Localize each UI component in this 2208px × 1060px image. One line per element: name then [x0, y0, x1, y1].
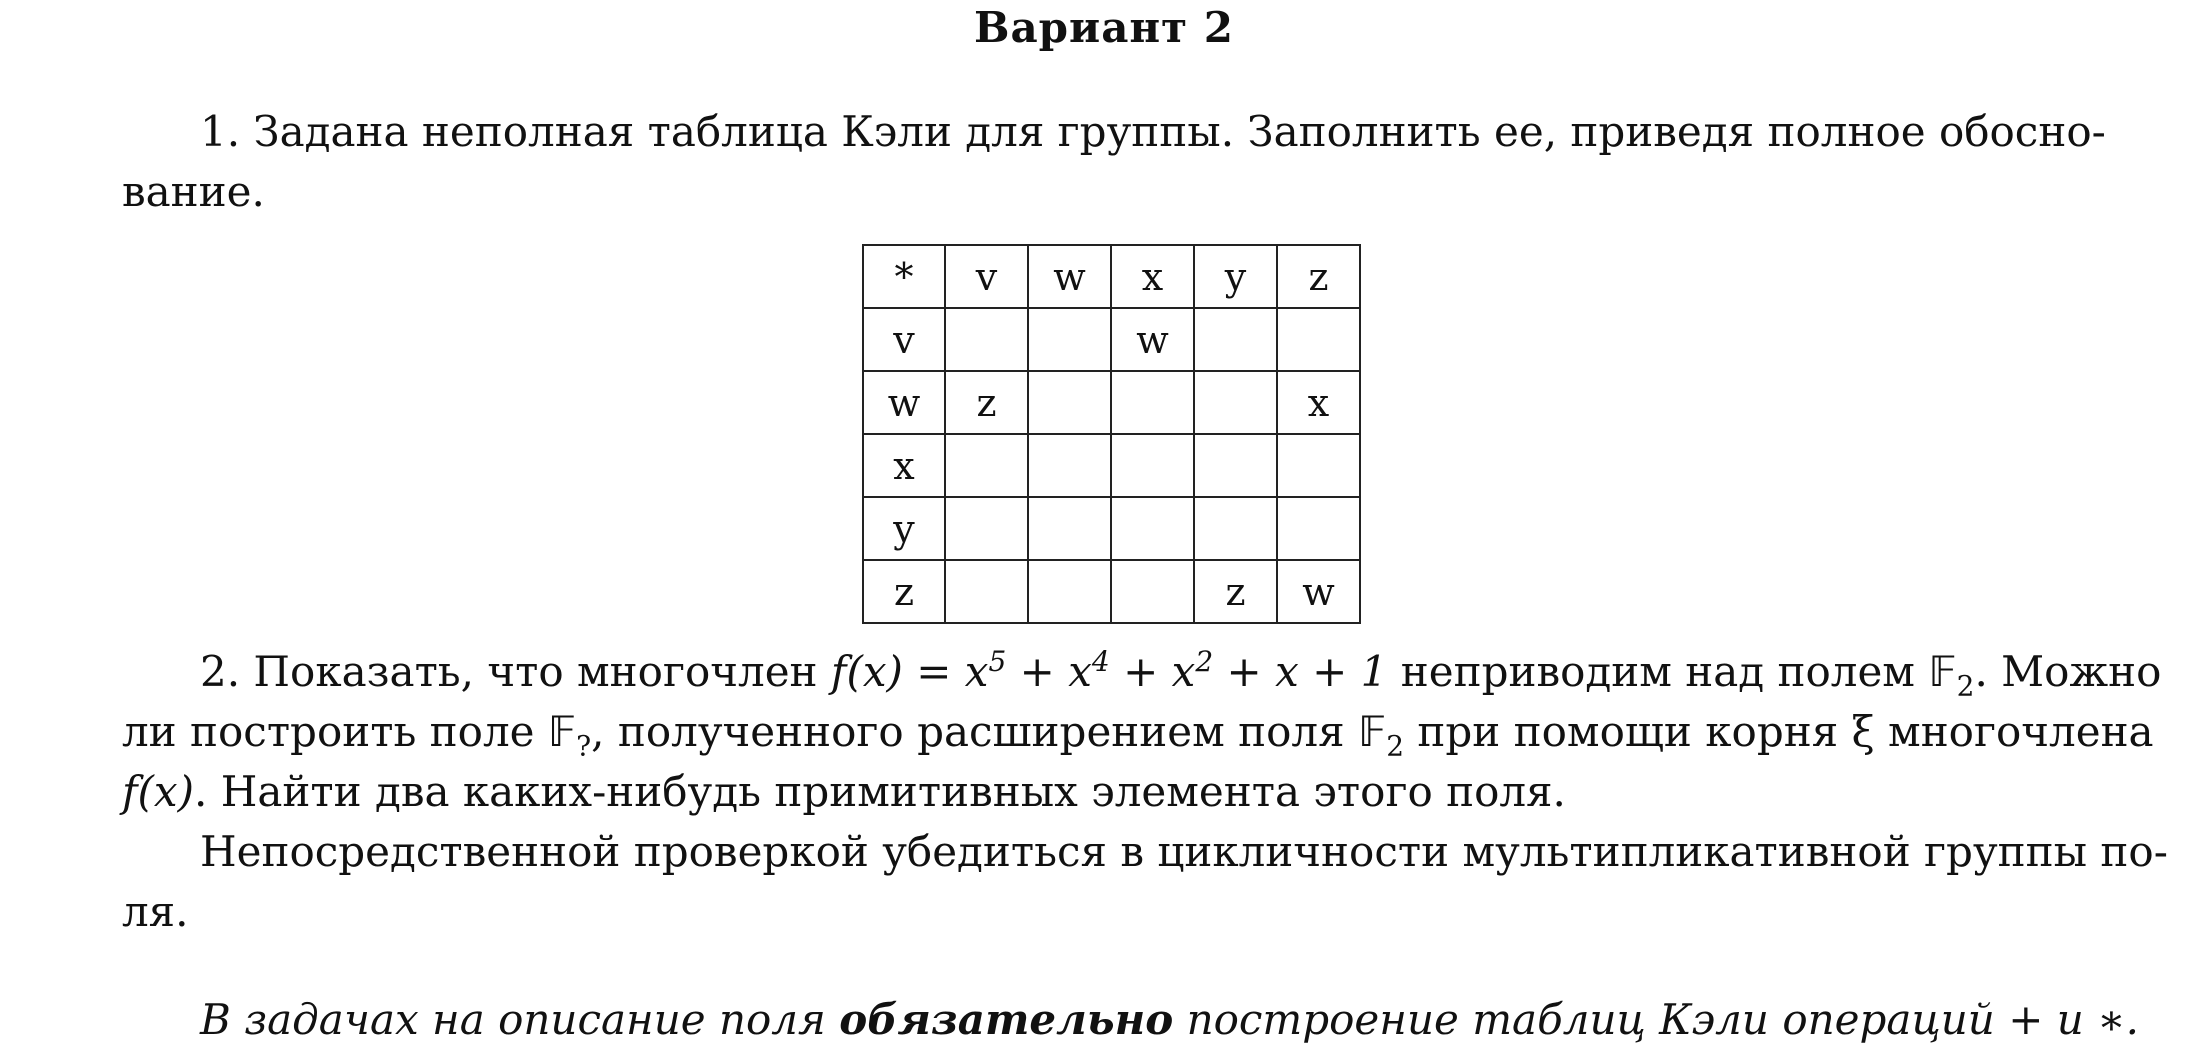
task-2 [122, 642, 2168, 942]
emphasis: обязательно [839, 995, 1174, 1044]
cayley-header-cell: w [1028, 245, 1111, 308]
cayley-row-label: y [863, 497, 945, 560]
task-1-line-1 [122, 102, 2106, 162]
cayley-cell [1028, 497, 1111, 560]
task-1-line-2: вание. [122, 167, 265, 216]
poly-f: $f(x) = x^5 + x^4 + x^2 + x + 1$ [830, 645, 1388, 696]
cayley-cell [1028, 371, 1111, 434]
cayley-table [862, 244, 1361, 624]
task-1-text-1: 1. Задана неполная таблица Кэли для группы. Заполнить ее, приведя полное обосно- [200, 107, 2106, 156]
field-symbol: 𝔽 [1928, 647, 1957, 696]
cayley-row-label: z [863, 560, 945, 623]
cayley-cell [1277, 434, 1360, 497]
task-2-text: 2. Показать, что многочлен [200, 647, 831, 696]
cayley-cell [945, 434, 1028, 497]
task-2-line-4: Непосредственной проверкой убедиться в цикличности мультипликативной группы по- [200, 827, 2168, 876]
cayley-header-cell: y [1194, 245, 1277, 308]
cayley-cell [1028, 560, 1111, 623]
task-2-line-5: ля. [122, 887, 189, 936]
cayley-cell [1111, 434, 1194, 497]
cayley-cell: z [945, 371, 1028, 434]
cayley-header-cell: x [1111, 245, 1194, 308]
cayley-cell [945, 560, 1028, 623]
cayley-cell: z [1194, 560, 1277, 623]
cayley-cell [1194, 371, 1277, 434]
cayley-table-container [862, 244, 1361, 624]
cayley-row-label: w [863, 371, 945, 434]
cayley-cell: w [1111, 308, 1194, 371]
cayley-cell [1194, 434, 1277, 497]
task-1 [122, 102, 2106, 222]
cayley-header-cell: * [863, 245, 945, 308]
cayley-row [863, 560, 1360, 623]
cayley-cell [1111, 371, 1194, 434]
cayley-cell [945, 497, 1028, 560]
cayley-row-label: x [863, 434, 945, 497]
cayley-cell [1028, 308, 1111, 371]
cayley-cell [1111, 560, 1194, 623]
field-symbol: 𝔽 [1357, 707, 1387, 756]
cayley-header-row [863, 245, 1360, 308]
cayley-row [863, 434, 1360, 497]
cayley-cell [945, 308, 1028, 371]
cayley-header-cell: v [945, 245, 1028, 308]
cayley-cell [1194, 308, 1277, 371]
variant-title: Вариант 2 [973, 3, 1235, 52]
cayley-cell: w [1277, 560, 1360, 623]
task-2-line-2: ли построить поле 𝔽$_?$, полученного расширением поля 𝔽$_2$ при помощи корня ξ многочлена [122, 707, 2154, 763]
footnote: В задачах на описание поля обязательно построение таблиц Кэли операций + и ∗. [200, 995, 2140, 1044]
cayley-cell: x [1277, 371, 1360, 434]
task-2-line-3: f(x). Найти два каких-нибудь примитивных элемента этого поля. [122, 767, 1566, 816]
field-symbol: 𝔽 [547, 707, 577, 756]
cayley-cell [1028, 434, 1111, 497]
cayley-header-cell: z [1277, 245, 1360, 308]
cayley-row-label: v [863, 308, 945, 371]
task-2-line-1: 2. Показать, что многочлен $f(x) = x^5 + x^4 + x^2 + x + 1$ неприводим над полем 𝔽$_2$. Можно [200, 645, 2162, 703]
cayley-row [863, 308, 1360, 371]
cayley-cell [1277, 308, 1360, 371]
cayley-cell [1111, 497, 1194, 560]
cayley-cell [1277, 497, 1360, 560]
cayley-row [863, 497, 1360, 560]
cayley-cell [1194, 497, 1277, 560]
cayley-row [863, 371, 1360, 434]
